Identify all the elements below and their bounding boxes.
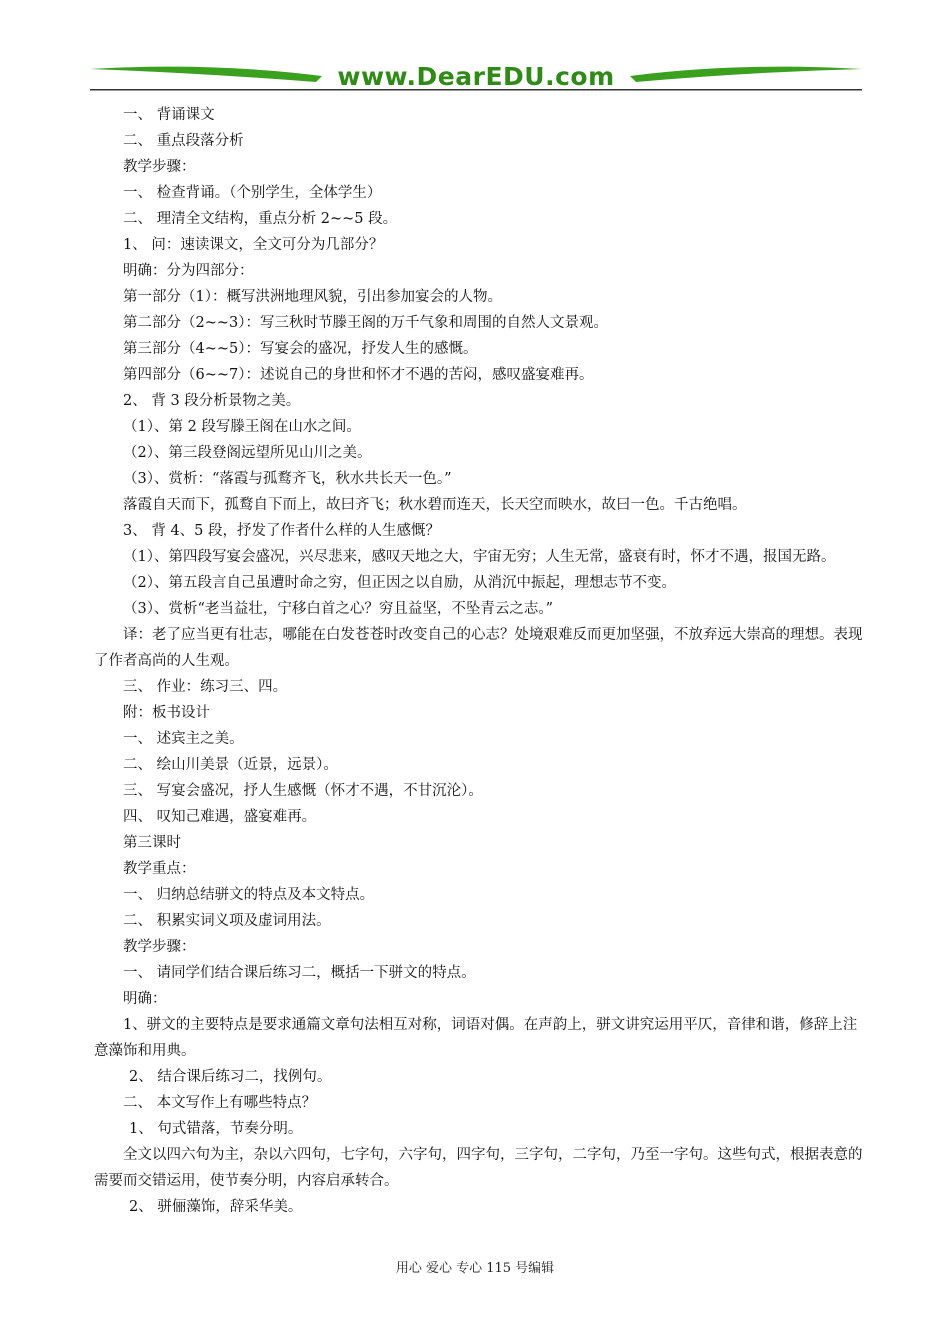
site-logo-text: www.DearEDU.com — [337, 62, 615, 91]
paragraph-line: （2）、第五段言自己虽遭时命之穷，但正因之以自励，从消沉中振起，理想志节不变。 — [123, 575, 676, 591]
paragraph-line: 2、 背 3 段分析景物之美。 — [123, 393, 301, 409]
paragraph-line: 二、 重点段落分析 — [123, 133, 244, 149]
paragraph-line: 附：板书设计 — [123, 705, 210, 721]
paragraph-line: 三、 写宴会盛况，抒人生感慨（怀才不遇，不甘沉沦）。 — [123, 783, 483, 799]
paragraph-line: 四、 叹知己难遇，盛宴难再。 — [123, 809, 317, 825]
paragraph-line: 明确：分为四部分： — [123, 263, 254, 279]
paragraph-line: 一、 背诵课文 — [123, 107, 215, 123]
paragraph-line: 明确： — [123, 991, 167, 1007]
paragraph-line: 三、 作业：练习三、四。 — [123, 679, 288, 695]
paragraph-line: 全文以四六句为主，杂以六四句，七字句，六字句，四字句，三字句，二字句，乃至一字句。这些句式，根据表意的需要而交错运用，使节奏分明，内容启承转合。 — [94, 1147, 863, 1189]
paragraph-line: 一、 述宾主之美。 — [123, 731, 244, 747]
paragraph-line: （3）、赏析“老当益壮，宁移白首之心？穷且益坚，不坠青云之志。” — [123, 601, 554, 617]
paragraph-line: （3）、赏析：“落霞与孤鹜齐飞，秋水共长天一色。” — [123, 471, 452, 487]
paragraph-line: （1）、第 2 段写滕王阁在山水之间。 — [123, 419, 361, 435]
paragraph-line: 二、 理清全文结构，重点分析 2~~5 段。 — [123, 211, 398, 227]
paragraph-line: 一、 归纳总结骈文的特点及本文特点。 — [123, 887, 375, 903]
page-footer: 用心 爱心 专心 115 号编辑 — [395, 1261, 555, 1276]
paragraph-line: 3、 背 4、5 段，抒发了作者什么样的人生感慨？ — [123, 523, 441, 539]
paragraph-line: 二、 绘山川美景（近景，远景）。 — [123, 757, 338, 773]
paragraph-line: 第二部分（2~~3）：写三秋时节滕王阁的万千气象和周围的自然人文景观。 — [123, 315, 608, 331]
paragraph-line: 1、骈文的主要特点是要求通篇文章句法相互对称，词语对偶。在声韵上，骈文讲究运用平仄，音律和谐，修辞上注意藻饰和用典。 — [94, 1017, 858, 1059]
paragraph-line: 第三课时 — [123, 835, 181, 851]
paragraph-line: 1、 问：速读课文，全文可分为几部分？ — [123, 237, 384, 253]
paragraph-line: 译：老了应当更有壮志，哪能在白发苍苍时改变自己的心志？处境艰难反而更加坚强，不放弃远大崇高的理想。表现了作者高尚的人生观。 — [94, 627, 863, 669]
document-body — [94, 102, 866, 1220]
site-header — [90, 60, 862, 96]
paragraph-line: 二、 本文写作上有哪些特点？ — [123, 1095, 317, 1111]
paragraph-line: 第四部分（6~~7）：述说自己的身世和怀才不遇的苦闷，感叹盛宴难再。 — [123, 367, 594, 383]
paragraph-line: 二、 积累实词义项及虚词用法。 — [123, 913, 331, 929]
paragraph-line: 一、 请同学们结合课后练习二，概括一下骈文的特点。 — [123, 965, 476, 981]
paragraph-line: 教学步骤： — [123, 939, 196, 955]
paragraph-line: 2、 骈俪藻饰，辞采华美。 — [129, 1199, 303, 1215]
paragraph-line: 第一部分（1）：概写洪洲地理风貌，引出参加宴会的人物。 — [123, 289, 502, 305]
paragraph-line: 一、 检查背诵。（个别学生，全体学生） — [123, 185, 382, 201]
paragraph-line: 1、 句式错落，节奏分明。 — [129, 1121, 303, 1137]
paragraph-line: （2）、第三段登阁远望所见山川之美。 — [123, 445, 372, 461]
paragraph-line: 落霞自天而下，孤鹜自下而上，故曰齐飞；秋水碧而连天，长天空而映水，故曰一色。千古绝唱。 — [123, 497, 747, 513]
paragraph-line: 教学重点： — [123, 861, 196, 877]
paragraph-line: （1）、第四段写宴会盛况，兴尽悲来，感叹天地之大，宇宙无穷；人生无常，盛衰有时，怀才不遇，报国无路。 — [123, 549, 836, 565]
paragraph-line: 2、 结合课后练习二，找例句。 — [129, 1069, 332, 1085]
paragraph-line: 教学步骤： — [123, 159, 196, 175]
paragraph-line: 第三部分（4~~5）：写宴会的盛况，抒发人生的感慨。 — [123, 341, 478, 357]
